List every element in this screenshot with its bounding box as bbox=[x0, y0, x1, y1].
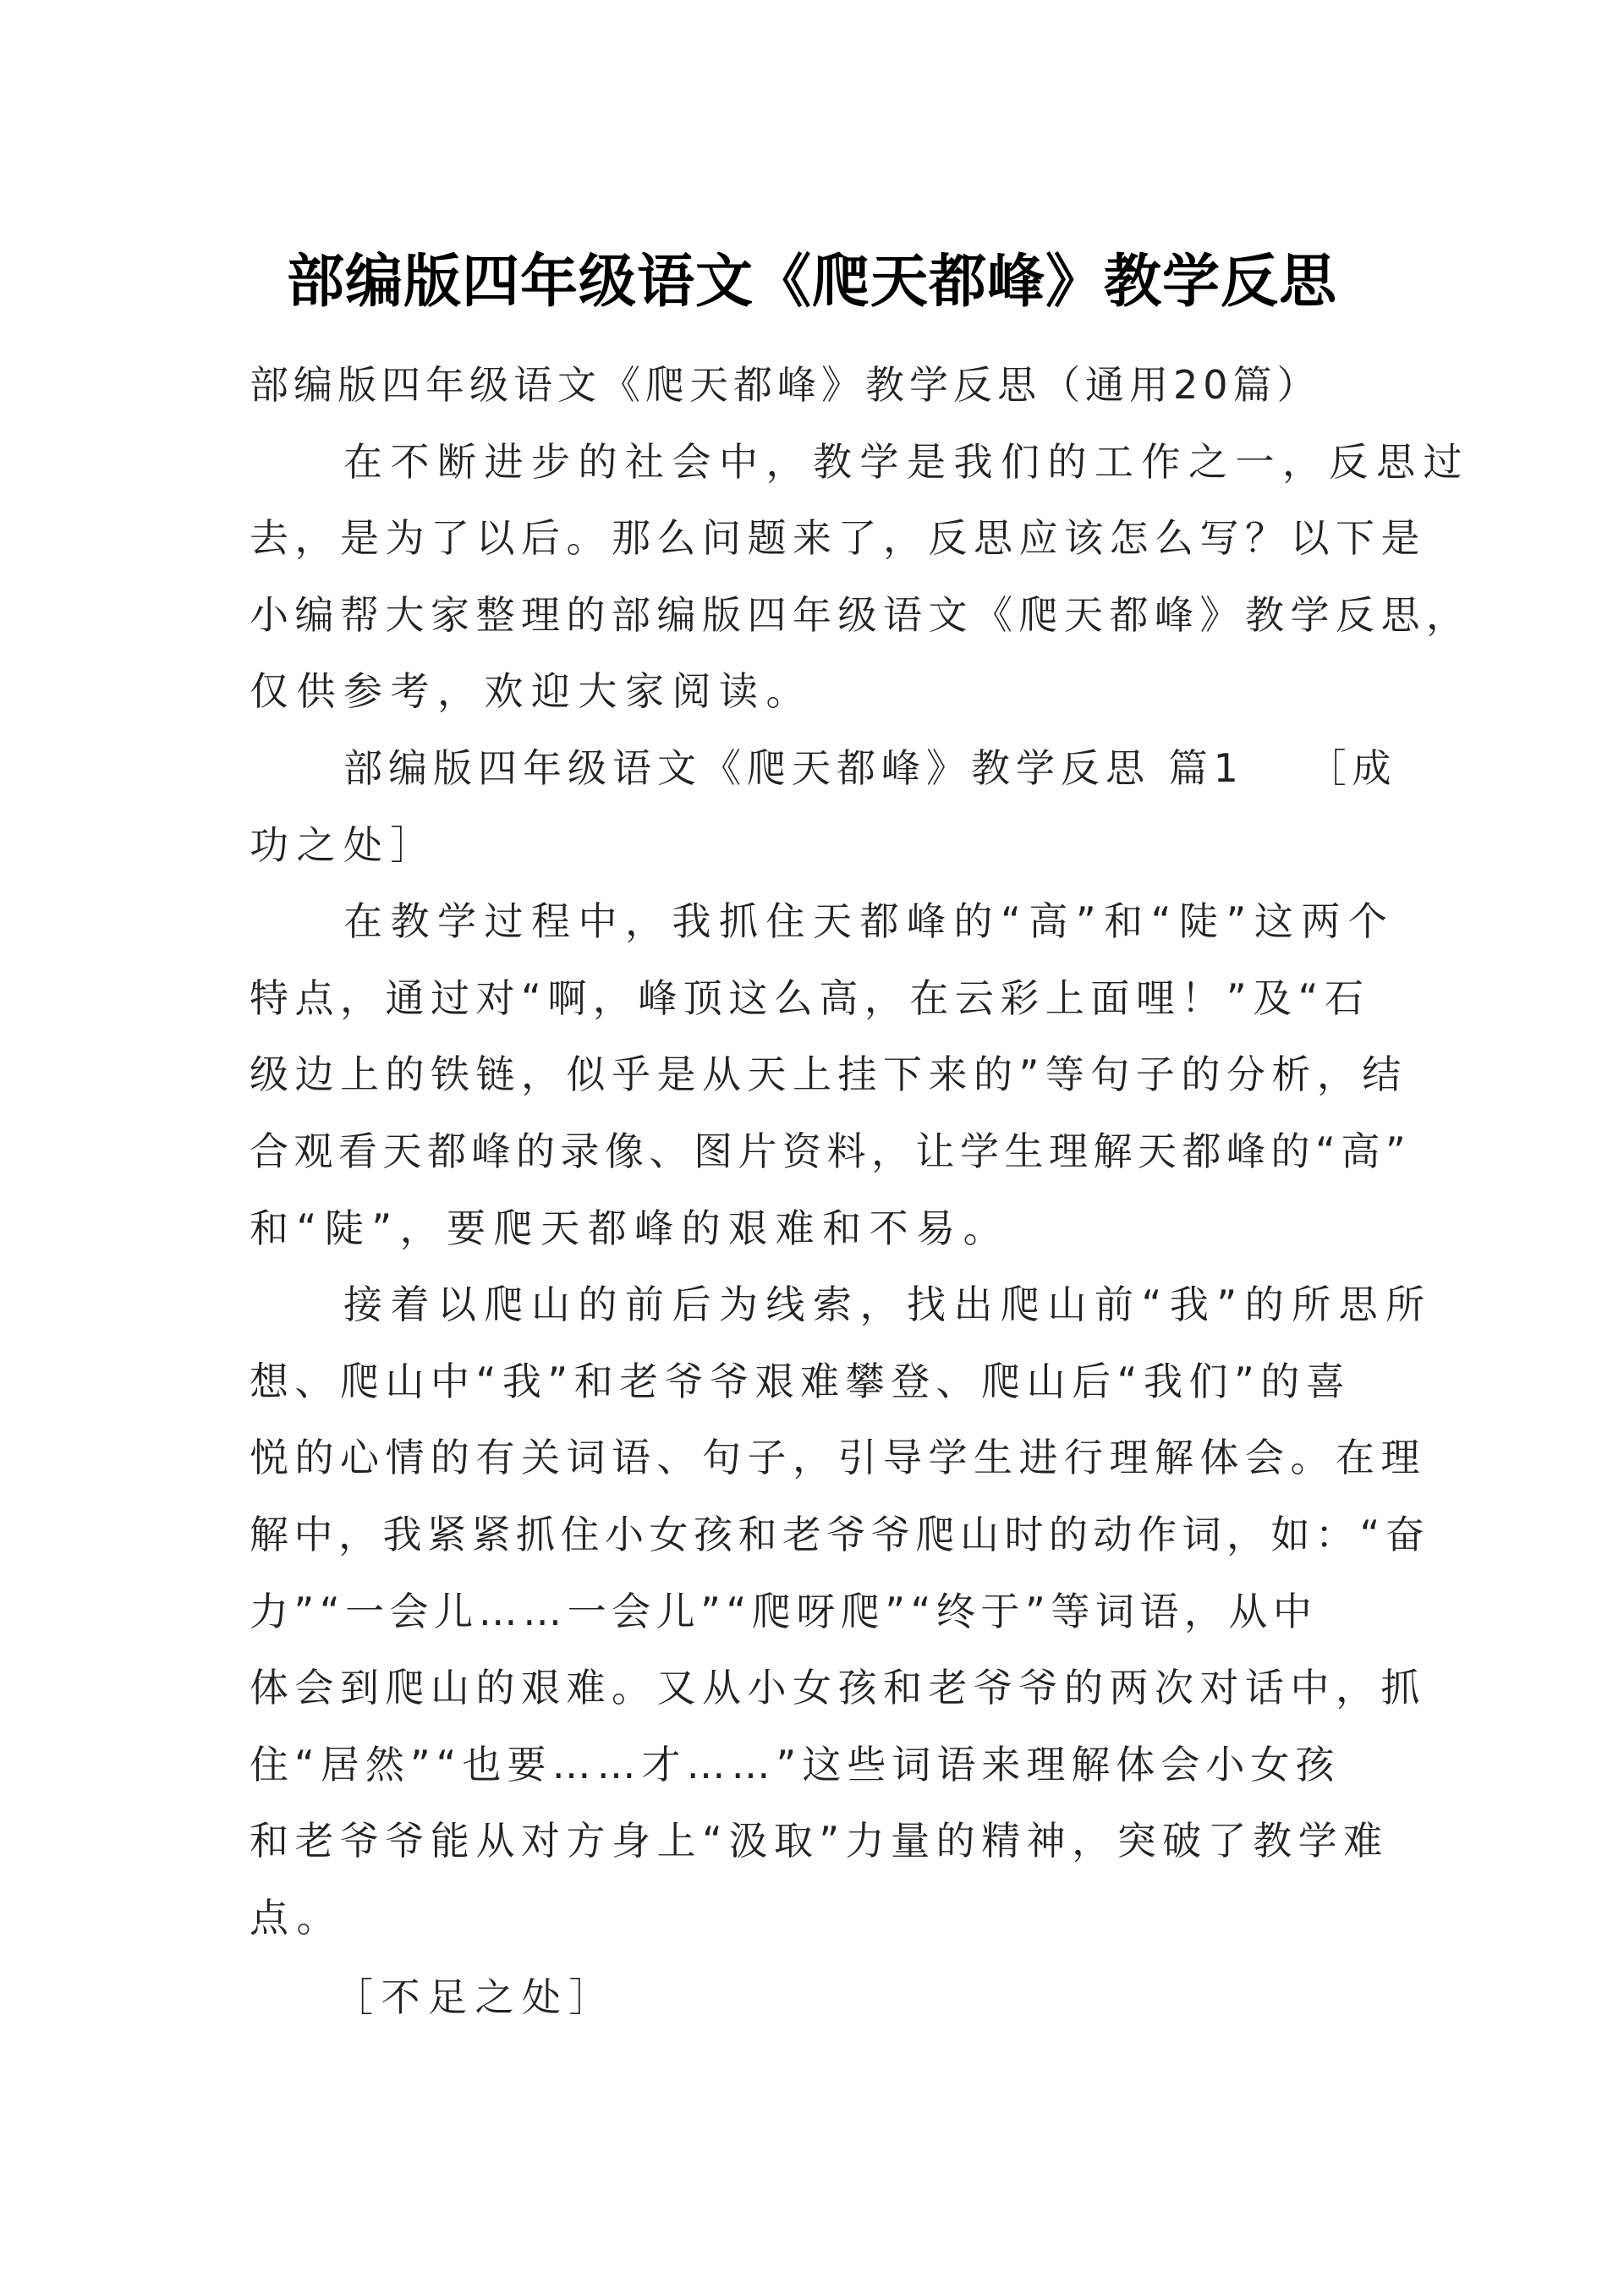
paragraph-line: 和老爷爷能从对方身上“汲取”力量的精神，突破了教学难 bbox=[250, 1818, 1389, 1864]
intro-line: 去，是为了以后。那么问题来了，反思应该怎么写？以下是 bbox=[250, 515, 1426, 562]
section-heading-line: 功之处］ bbox=[250, 821, 437, 868]
paragraph-line: 和“陡”，要爬天都峰的艰难和不易。 bbox=[250, 1205, 1011, 1251]
document-body bbox=[250, 347, 1472, 2036]
shortcomings-heading-line: ［不足之处］ bbox=[334, 1974, 616, 2021]
paragraph-line: 级边上的铁链，似乎是从天上挂下来的”等句子的分析，结 bbox=[250, 1051, 1407, 1098]
paragraph-line: 点。 bbox=[250, 1894, 343, 1941]
paragraph-line: 力”“一会儿……一会儿”“爬呀爬”“终于”等词语，从中 bbox=[250, 1588, 1318, 1634]
paragraph-line: 想、爬山中“我”和老爷爷艰难攀登、爬山后“我们”的喜 bbox=[250, 1358, 1352, 1404]
section-heading-line: 部编版四年级语文《爬天都峰》教学反思 篇1 ［成 bbox=[343, 744, 1397, 791]
paragraph-line: 接着以爬山的前后为线索，找出爬山前“我”的所思所 bbox=[343, 1282, 1433, 1328]
intro-line: 在不断进步的社会中，教学是我们的工作之一，反思过 bbox=[343, 438, 1470, 485]
document-title: 部编版四年级语文《爬天都峰》教学反思 bbox=[286, 248, 1337, 316]
section-heading bbox=[250, 730, 1397, 883]
subtitle-line: 部编版四年级语文《爬天都峰》教学反思（通用20篇） bbox=[250, 362, 1321, 408]
intro-paragraph bbox=[250, 424, 1472, 730]
paragraph-line: 住“居然”“也要……才……”这些词语来理解体会小女孩 bbox=[250, 1741, 1341, 1787]
paragraph-line: 特点，通过对“啊，峰顶这么高，在云彩上面哩！”及“石 bbox=[250, 975, 1370, 1021]
intro-line: 仅供参考，欢迎大家阅读。 bbox=[250, 668, 813, 715]
paragraph-line: 体会到爬山的艰难。又从小女孩和老爷爷的两次对话中，抓 bbox=[250, 1665, 1426, 1711]
success-paragraph-2 bbox=[250, 1266, 1433, 1956]
subtitle bbox=[250, 347, 1383, 424]
paragraph-line: 在教学过程中，我抓住天都峰的“高”和“陡”这两个 bbox=[343, 898, 1396, 945]
paragraph-line: 解中，我紧紧抓住小女孩和老爷爷爬山时的动作词，如：“奋 bbox=[250, 1511, 1430, 1557]
success-paragraph-1 bbox=[250, 883, 1412, 1266]
intro-line: 小编帮大家整理的部编版四年级语文《爬天都峰》教学反思， bbox=[250, 591, 1472, 638]
shortcomings-heading bbox=[250, 1959, 1383, 2036]
paragraph-line: 合观看天都峰的录像、图片资料，让学生理解天都峰的“高” bbox=[250, 1128, 1412, 1174]
paragraph-line: 悦的心情的有关词语、句子，引导学生进行理解体会。在理 bbox=[250, 1435, 1426, 1481]
